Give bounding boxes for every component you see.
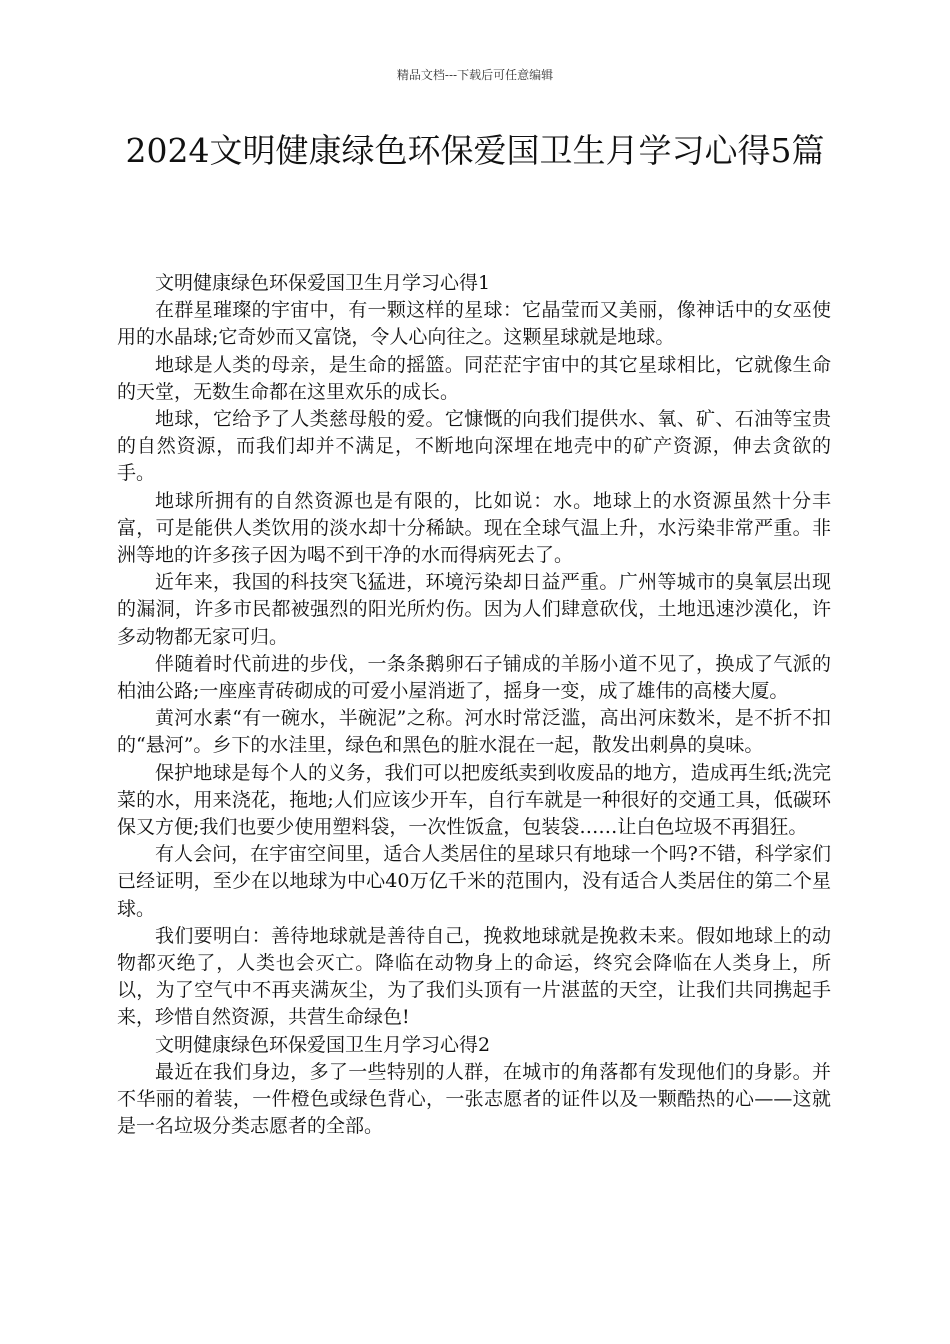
paragraph: 伴随着时代前进的步伐，一条条鹅卵石子铺成的羊肠小道不见了，换成了气派的柏油公路;一座座青砖砌成的可爱小屋消逝了，摇身一变，成了雄伟的高楼大厦。 [117,652,831,703]
paragraph: 在群星璀璨的宇宙中，有一颗这样的星球：它晶莹而又美丽，像神话中的女巫使用的水晶球;它奇妙而又富饶，令人心向往之。这颗星球就是地球。 [117,299,831,349]
section-heading: 文明健康绿色环保爱国卫生月学习心得2 [155,1033,491,1056]
section-heading: 文明健康绿色环保爱国卫生月学习心得1 [155,272,491,294]
paragraph: 有人会问，在宇宙空间里，适合人类居住的星球只有地球一个吗?不错，科学家们已经证明，至少在以地球为中心40万亿千米的范围内，没有适合人类居住的第二个星球。 [117,843,831,920]
paragraph: 地球所拥有的自然资源也是有限的，比如说：水。地球上的水资源虽然十分丰富，可是能供人类饮用的淡水却十分稀缺。现在全球气温上升，水污染非常严重。非洲等地的许多孩子因为喝不到干净的水而得病死去了。 [117,489,831,567]
paragraph: 地球，它给予了人类慈母般的爱。它慷慨的向我们提供水、氧、矿、石油等宝贵的自然资源，而我们却并不满足，不断地向深埋在地壳中的矿产资源，伸去贪欲的手。 [117,408,831,485]
paragraph: 我们要明白：善待地球就是善待自己，挽救地球就是挽救未来。假如地球上的动物都灭绝了，人类也会灭亡。降临在动物身上的命运，终究会降临在人类身上，所以，为了空气中不再夹满灰尘，为了我们头顶有一片湛蓝的天空，让我们共同携起手来，珍惜自然资源，共营生命绿色! [117,924,831,1029]
paragraph: 地球是人类的母亲，是生命的摇篮。同茫茫宇宙中的其它星球相比，它就像生命的天堂，无数生命都在这里欢乐的成长。 [117,353,831,403]
page-header: 精品文档---下载后可任意编辑 [396,68,554,82]
paragraph: 保护地球是每个人的义务，我们可以把废纸卖到收废品的地方，造成再生纸;洗完菜的水，用来浇花，拖地;人们应该少开车，自行车就是一种很好的交通工具，低碳环保又方便;我们也要少使用塑料袋，一次性饭盒，包装袋……让白色垃圾不再猖狂。 [117,761,831,839]
page-title: 2024文明健康绿色环保爱国卫生月学习心得5篇 [125,131,825,170]
paragraph: 近年来，我国的科技突飞猛进，环境污染却日益严重。广州等城市的臭氧层出现的漏洞，许多市民都被强烈的阳光所灼伤。因为人们肆意砍伐，土地迅速沙漠化，许多动物都无家可归。 [117,571,831,648]
document-body [117,270,831,1141]
paragraph: 黄河水素“有一碗水，半碗泥”之称。河水时常泛滥，高出河床数米，是不折不扣的“悬河”。乡下的水洼里，绿色和黑色的脏水混在一起，散发出刺鼻的臭味。 [117,707,831,757]
paragraph: 最近在我们身边，多了一些特别的人群，在城市的角落都有发现他们的身影。并不华丽的着装，一件橙色或绿色背心，一张志愿者的证件以及一颗酷热的心——这就是一名垃圾分类志愿者的全部。 [117,1060,831,1138]
